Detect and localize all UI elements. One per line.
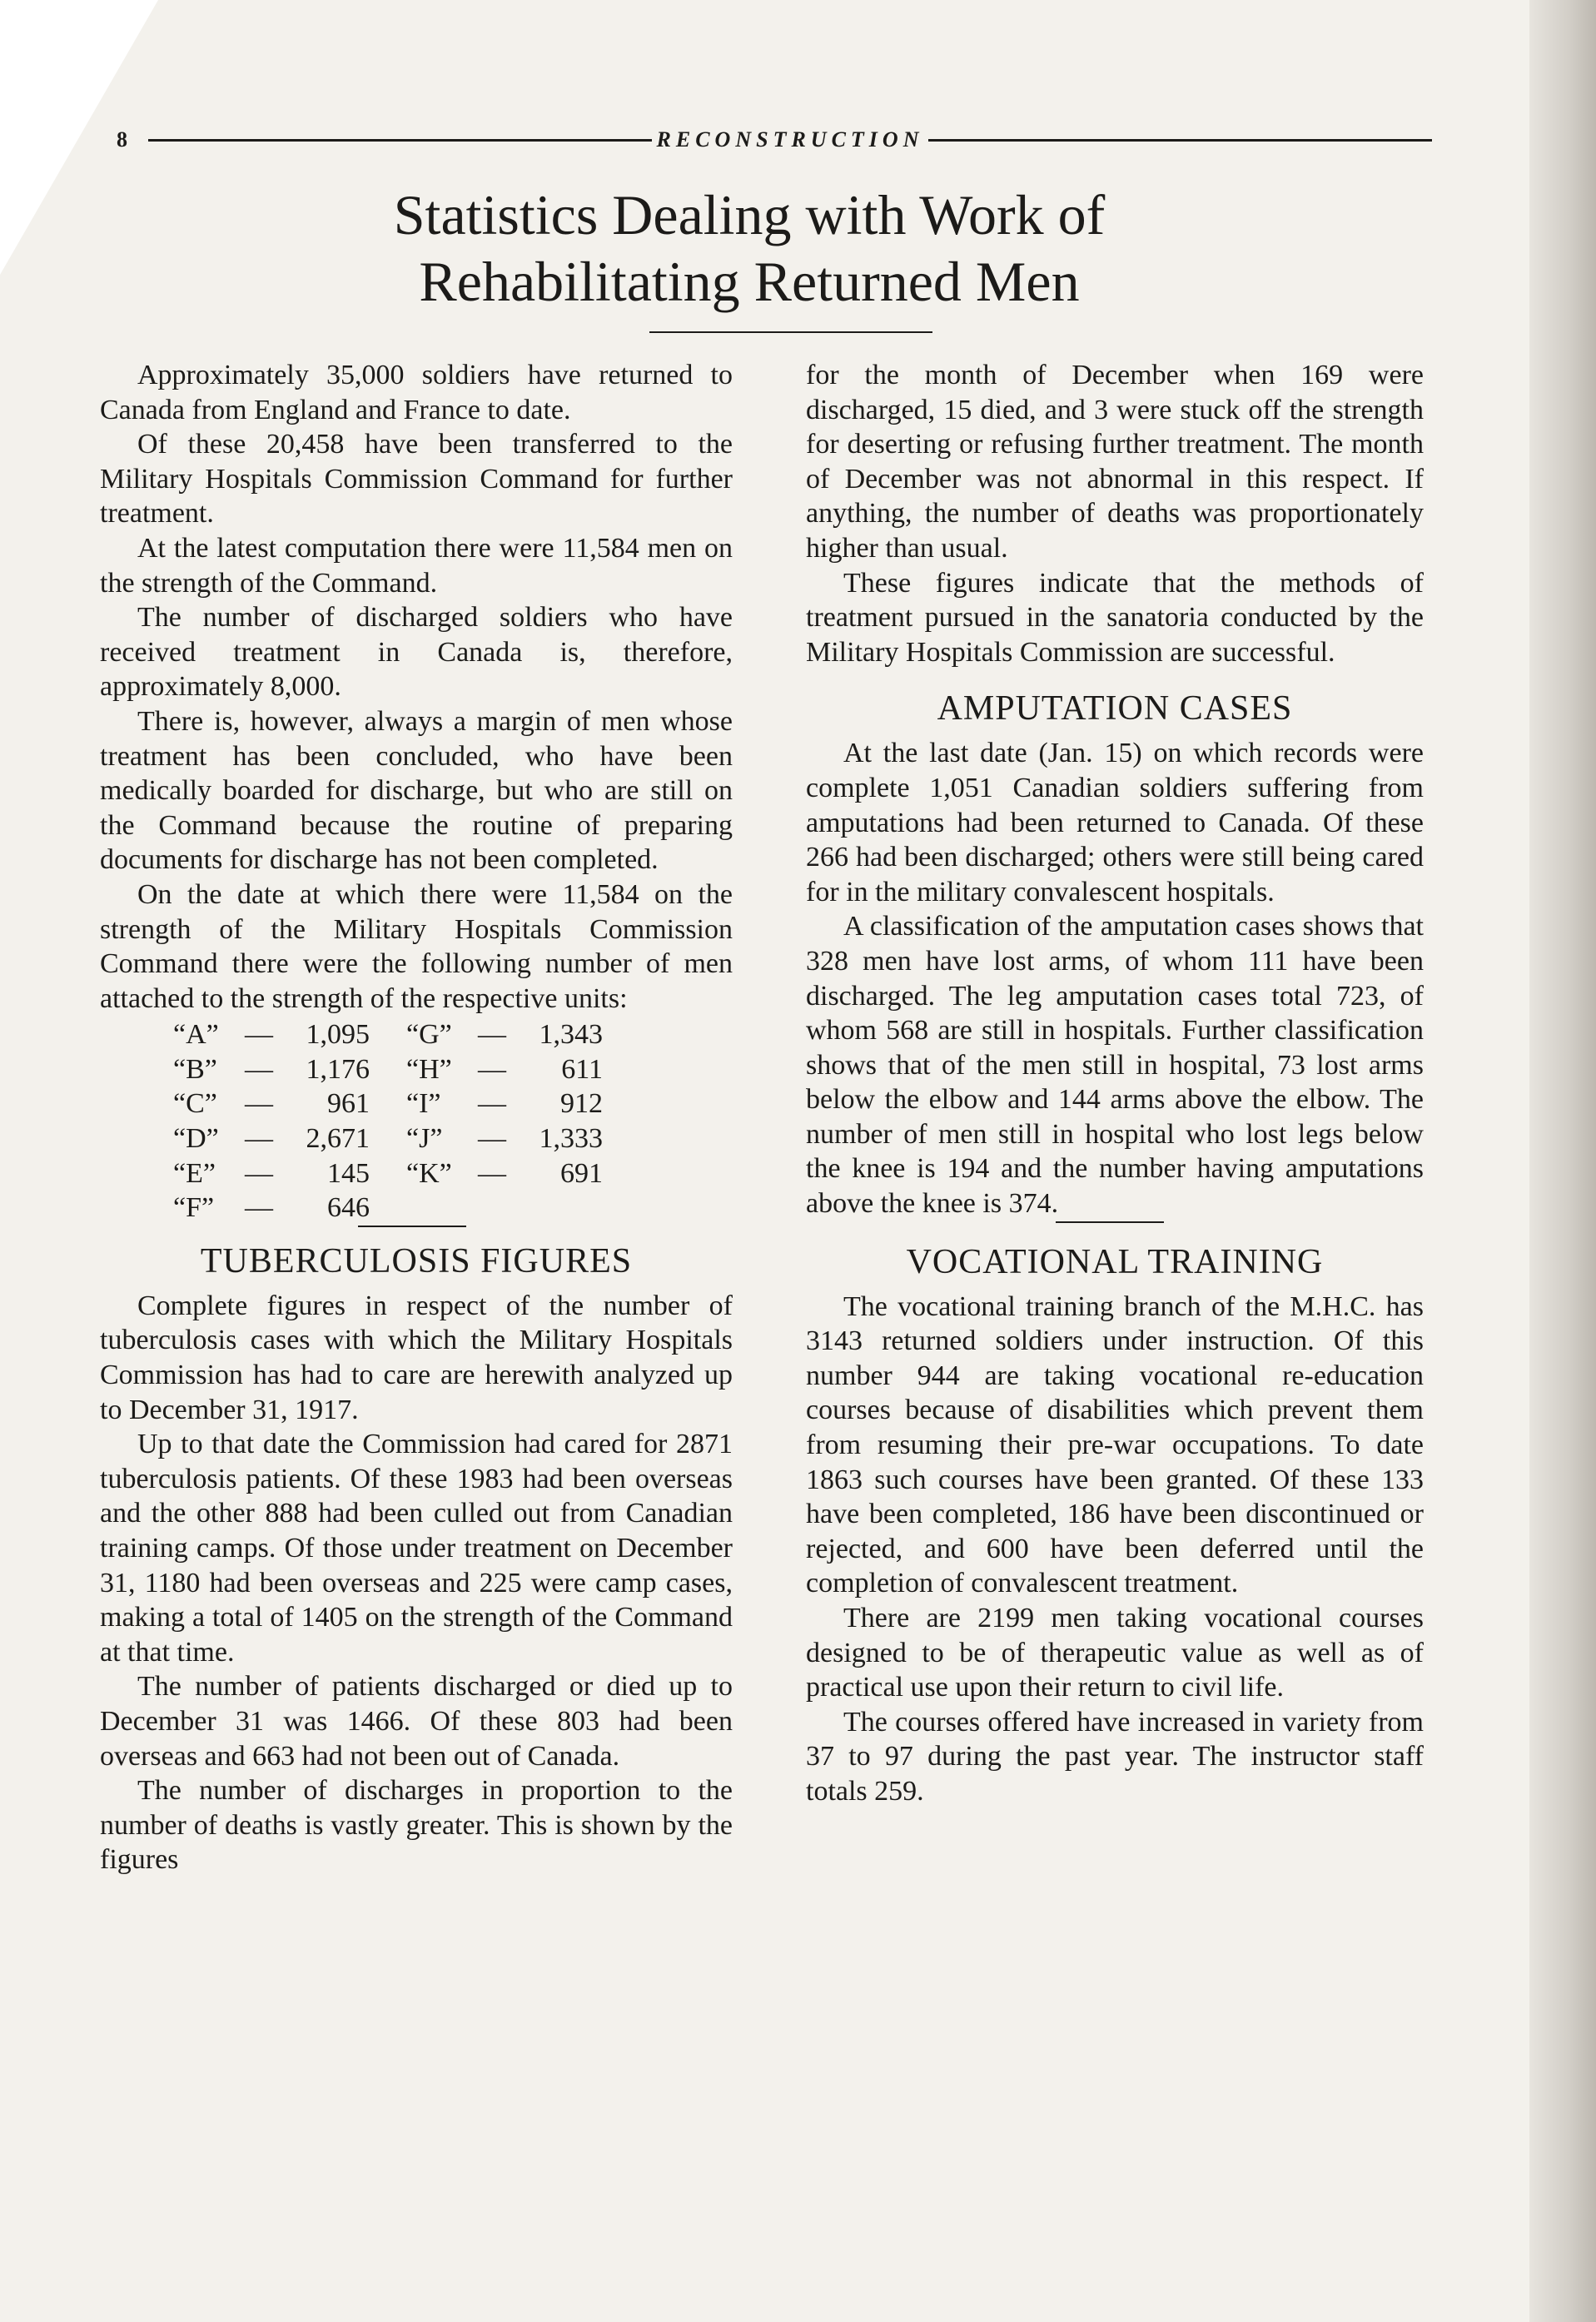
unit-entry: “C” — 961 xyxy=(173,1088,370,1120)
unit-entry: “I” — 912 xyxy=(406,1088,603,1120)
section-heading-amputation: AMPUTATION CASES xyxy=(937,689,1293,728)
left-column xyxy=(100,358,733,1877)
unit-entry: “D” — 2,671 xyxy=(173,1123,370,1155)
section-rule xyxy=(358,1226,466,1227)
paragraph: At the latest computation there were 11,584 men on the strength of the Command. xyxy=(100,532,733,599)
unit-entry: “B” — 1,176 xyxy=(173,1053,370,1085)
paragraph: The courses offered have increased in variety from 37 to 97 during the past year. The instructor staff totals 259. xyxy=(806,1706,1424,1807)
paragraph: The number of patients discharged or died up to December 31 was 1466. Of these 803 had been overseas and 663 had not been out of Canada. xyxy=(100,1671,733,1772)
unit-entry: “K” — 691 xyxy=(406,1157,603,1189)
unit-entry: “A” — 1,095 xyxy=(173,1019,370,1051)
unit-entry: “J” — 1,333 xyxy=(406,1123,603,1155)
units-table xyxy=(173,1017,639,1226)
unit-entry: “G” — 1,343 xyxy=(406,1019,603,1051)
title-rule xyxy=(649,331,932,333)
paragraph: The vocational training branch of the M.H.C. has 3143 returned soldiers under instruction. Of this number 944 are taking vocational re-education courses because of disabilities which prevent them from resuming their pre-war occupations. To date 1863 such courses have been granted. Of these 133 have been completed, 186 have been discontinued or rejected, and 600 have been deferred until the completion of convalescent treatment. xyxy=(806,1290,1424,1599)
right-column xyxy=(806,358,1424,1809)
units-row xyxy=(173,1156,639,1191)
paragraph: These figures indicate that the methods of treatment pursued in the sanatoria conducted by the Military Hospitals Commission are successful. xyxy=(806,567,1424,668)
running-head-title: RECONSTRUCTION xyxy=(656,127,924,152)
paragraph: A classification of the amputation cases shows that 328 men have lost arms, of whom 111 have been discharged. The leg amputation cases total 723, of whom 568 are still in hospitals. Further classification shows that of the men still in hospital, 73 lost arms below the elbow and 144 arms above the elbow. The number of men still in hospital who lost legs below the knee is 194 and the number having amputations above the knee is 374. xyxy=(806,911,1424,1220)
units-row xyxy=(173,1052,639,1087)
unit-entry: “F” — 646 xyxy=(173,1192,370,1224)
units-row xyxy=(173,1017,639,1052)
section-heading-vocational: VOCATIONAL TRAINING xyxy=(906,1242,1324,1281)
paragraph: Of these 20,458 have been transferred to the Military Hospitals Commission Command for further treatment. xyxy=(100,429,733,530)
paragraph-continuation: for the month of December when 169 were discharged, 15 died, and 3 were stuck off the strength for deserting or refusing further treatment. The month of December was not abnormal in this respect. If anything, the number of deaths was proportionately higher than usual. xyxy=(806,360,1424,564)
unit-entry: “E” — 145 xyxy=(173,1157,370,1189)
units-row xyxy=(173,1086,639,1121)
article-title-line-2: Rehabilitating Returned Men xyxy=(419,250,1080,313)
paragraph: Approximately 35,000 soldiers have returned to Canada from England and France to date. xyxy=(100,360,733,425)
units-row xyxy=(173,1121,639,1156)
page-edge-shadow xyxy=(1529,0,1596,2322)
page-number: 8 xyxy=(117,127,127,152)
paragraph: On the date at which there were 11,584 on the strength of the Military Hospitals Commission Command there were the following number of men attached to the strength of the respective units: xyxy=(100,878,733,1014)
article-title-line-1: Statistics Dealing with Work of xyxy=(393,183,1106,246)
header-rule-left xyxy=(148,139,652,142)
paragraph: Up to that date the Commission had cared for 2871 tuberculosis patients. Of these 1983 had been overseas and the other 888 had been culled out from Canadian training camps. Of those under treatment on December 31, 1180 had been overseas and 225 were camp cases, making a total of 1405 on the strength of the Command at that time. xyxy=(100,1429,733,1668)
paragraph: Complete figures in respect of the number of tuberculosis cases with which the Military Hospitals Commission has had to care are herewith analyzed up to December 31, 1917. xyxy=(100,1290,733,1425)
header-rule-right xyxy=(928,139,1432,142)
section-rule xyxy=(1056,1221,1164,1223)
units-row xyxy=(173,1191,639,1226)
section-heading-tuberculosis: TUBERCULOSIS FIGURES xyxy=(200,1241,633,1280)
paragraph: At the last date (Jan. 15) on which records were complete 1,051 Canadian soldiers suffering from amputations had been returned to Canada. Of these 266 had been discharged; others were still being cared for in the military convalescent hospitals. xyxy=(806,738,1424,907)
paragraph: The number of discharged soldiers who have received treatment in Canada is, therefore, approximately 8,000. xyxy=(100,602,733,703)
paragraph: There are 2199 men taking vocational courses designed to be of therapeutic value as well as of practical use upon their return to civil life. xyxy=(806,1603,1424,1703)
paragraph: There is, however, always a margin of men whose treatment has been concluded, who have been medically boarded for discharge, but who are still on the Command because the routine of preparing documents for discharge has not been completed. xyxy=(100,705,733,876)
paragraph: The number of discharges in proportion to the number of deaths is vastly greater. This is shown by the figures xyxy=(100,1775,733,1876)
unit-entry: “H” — 611 xyxy=(406,1053,603,1085)
article-title xyxy=(208,181,1290,315)
running-header xyxy=(117,123,1432,157)
